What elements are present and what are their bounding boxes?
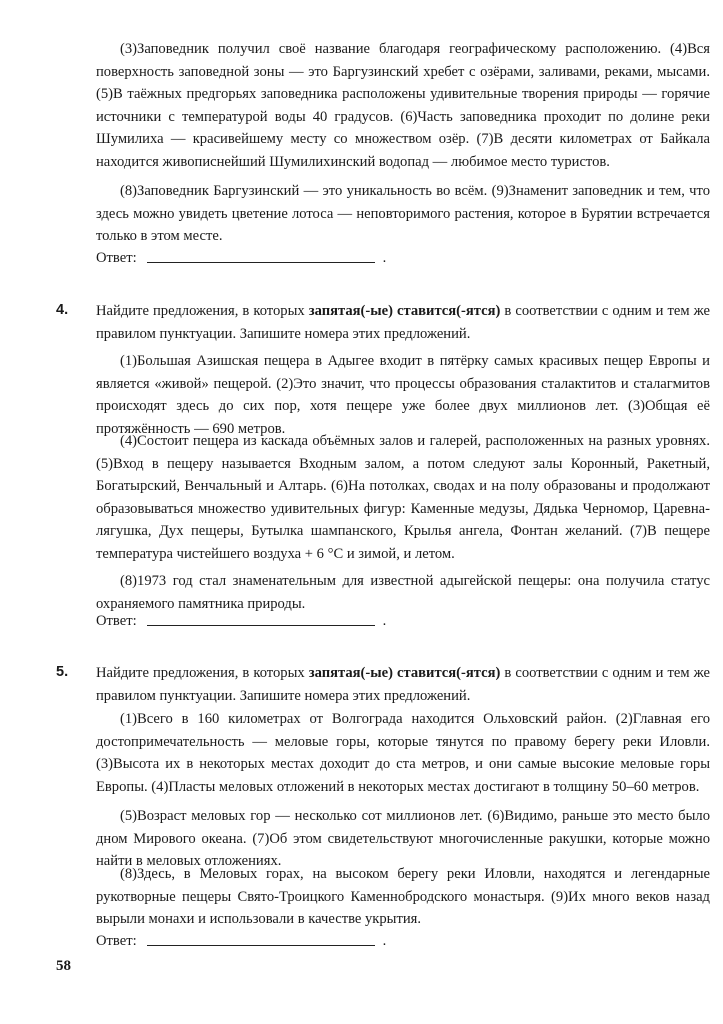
instruction-text: Найдите предложения, в которых xyxy=(96,665,309,681)
task4-instruction xyxy=(96,300,710,345)
period: . xyxy=(382,613,387,629)
instruction-text: Найдите предложения, в которых xyxy=(96,303,309,319)
task5-paragraph-3: (8)Здесь, в Меловых горах, на высоком берегу реки Иловли, находятся и легендарные рукотворные пещеры Свято-Троицкого Каменнобродского монастыря. (9)Их много веков назад вырыли монахи и использовали в качестве укрытия. xyxy=(96,866,710,927)
period: . xyxy=(382,933,387,949)
task5-paragraph-2: (5)Возраст меловых гор — несколько сот миллионов лет. (6)Видимо, раньше это место было дном Мирового океана. (7)Об этом свидетельствуют многочисленные ракушки, которые можно найти в меловых отложениях. xyxy=(96,808,710,869)
task5-number: 5. xyxy=(56,664,69,680)
task3-paragraph-1: (3)Заповедник получил своё название благодаря географическому расположению. (4)Вся поверхность заповедной зоны — это Баргузинский хребет с озёрами, заливами, реками, мысами. (5)В таёжных предгорьях заповедника расположены удивительные творения природы — горячие источники с температурой воды 40 градусов. (6)Часть заповедника проходит по долине реки Шумилиха — красивейшему месту со множеством озёр. (7)В десяти километрах от Байкала находится живописнейший Шумилихинский водопад — любимое место туристов. xyxy=(96,41,710,170)
instruction-text: в соответствии с одним и тем же правилом пунктуации. Запишите номера этих предложений. xyxy=(96,303,710,342)
task4-answer-field[interactable] xyxy=(147,624,375,626)
task5-instruction xyxy=(96,662,710,707)
task5-answer-field[interactable] xyxy=(147,944,375,946)
task4-paragraph-2: (4)Состоит пещера из каскада объёмных залов и галерей, расположенных на разных уровнях. (5)Вход в пещеру называется Входным залом, а потом следуют залы Коронный, Ракетный, Богатырский, Венчальный и Алтарь. (6)На потолках, сводах и на полу образованы и продолжают образовываться множество удивительных фигур: Каменные медузы, Дядька Черномор, Царевна-лягушка, Дух пещеры, Бутылка шампанского, Крылья ангела, Фонтан желаний. (7)В пещере температура чистейшего воздуха + 6 °C и зимой, и летом. xyxy=(96,433,710,562)
task3-answer-row xyxy=(96,250,386,267)
task5-answer-row xyxy=(96,933,386,950)
task5-paragraph-1: (1)Всего в 160 километрах от Волгограда находится Ольховский район. (2)Главная его достопримечательность — меловые горы, которые тянутся по правому берегу реки Иловли. (3)Высота их в некоторых местах доходит до ста метров, и они самые высокие меловые горы Европы. (4)Пласты меловых отложений в некоторых местах достигают в толщину 50–60 метров. xyxy=(96,711,710,795)
period: . xyxy=(382,250,387,266)
task4-number: 4. xyxy=(56,302,69,318)
instruction-text: в соответствии с одним и тем же правилом пунктуации. Запишите номера этих предложений. xyxy=(96,665,710,704)
task4-paragraph-3: (8)1973 год стал знаменательным для известной адыгейской пещеры: она получила статус охраняемого памятника природы. xyxy=(96,573,710,612)
answer-label: Ответ: xyxy=(96,613,137,629)
task4-paragraph-1: (1)Большая Азишская пещера в Адыгее входит в пятёрку самых красивых пещер Европы и является «живой» пещерой. (2)Это значит, что процессы образования сталактитов и сталагмитов происходят здесь до сих пор, хотя пещере уже более двух миллионов лет. (3)Общая её протяжённость — 690 метров. xyxy=(96,353,710,437)
instruction-bold-text: запятая(-ые) ставится(-ятся) xyxy=(308,303,501,319)
task4-answer-row xyxy=(96,613,386,630)
task3-answer-field[interactable] xyxy=(147,261,375,263)
page-number: 58 xyxy=(56,958,71,974)
answer-label: Ответ: xyxy=(96,933,137,949)
instruction-bold-text: запятая(-ые) ставится(-ятся) xyxy=(308,665,501,681)
task3-paragraph-2: (8)Заповедник Баргузинский — это уникальность во всём. (9)Знаменит заповедник и тем, что здесь можно увидеть цветение лотоса — неповторимого растения, которое в Бурятии встречается только в этом месте. xyxy=(96,183,710,244)
answer-label: Ответ: xyxy=(96,250,137,266)
